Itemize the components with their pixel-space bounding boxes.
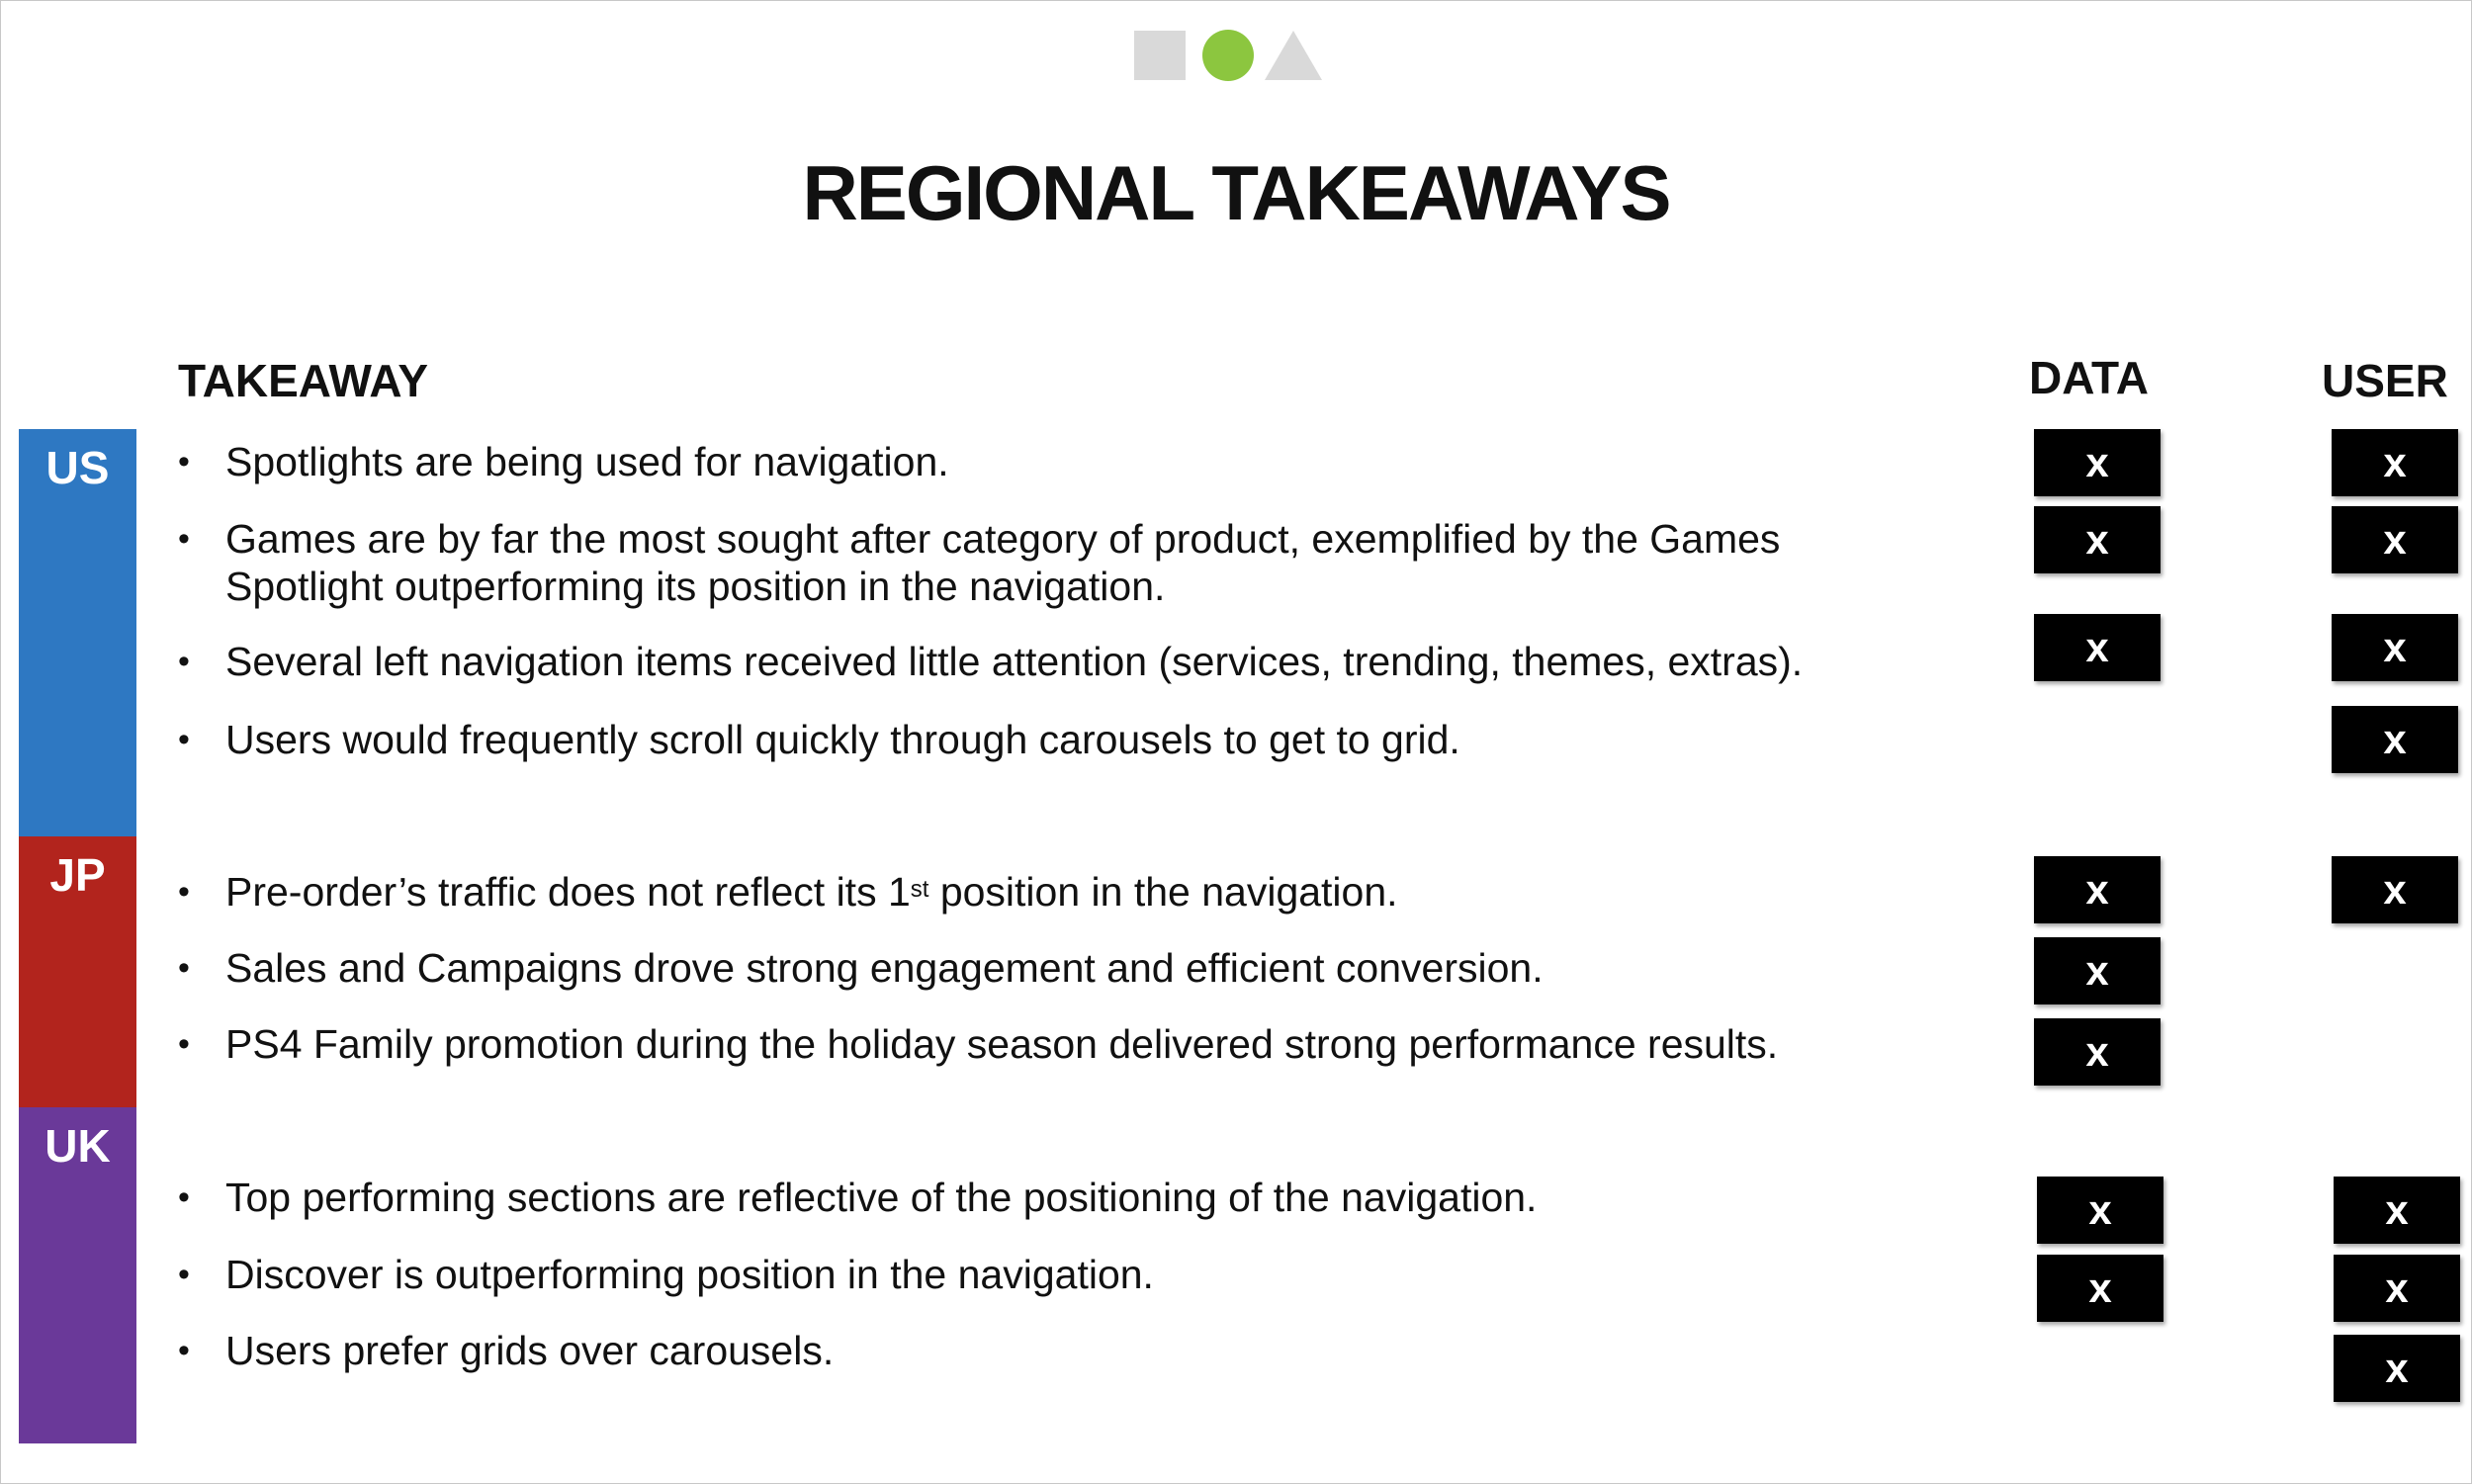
data-mark: x [2037, 1177, 2163, 1244]
takeaway-text: Users would frequently scroll quickly through carousels to get to grid. [225, 717, 1460, 762]
takeaway-text: PS4 Family promotion during the holiday season delivered strong performance results. [225, 1021, 1779, 1067]
region-label: JP [49, 849, 106, 901]
bullet: • [178, 520, 190, 558]
takeaway-text-continued: Spotlight outperforming its position in the navigation. [225, 564, 1166, 609]
bullet: • [178, 949, 190, 987]
bullet: • [178, 1025, 190, 1063]
takeaway-text: Top performing sections are reflective of the positioning of the navigation. [225, 1175, 1538, 1220]
data-column-header: DATA [2029, 352, 2149, 403]
takeaway-text: Several left navigation items received little attention (services, trending, themes, extras). [225, 639, 1804, 684]
data-mark: x [2034, 614, 2161, 681]
user-mark: x [2334, 1335, 2460, 1402]
bullet: • [178, 1332, 190, 1369]
bullet: • [178, 1178, 190, 1216]
data-mark: x [2034, 429, 2161, 496]
region-jp [19, 836, 136, 1107]
user-column-header: USER [2322, 355, 2448, 406]
square-icon [1134, 31, 1186, 80]
region-label: US [45, 442, 110, 493]
takeaway-text: Users prefer grids over carousels. [225, 1328, 835, 1373]
region-uk [19, 1107, 136, 1443]
region-us [19, 429, 136, 836]
user-mark: x [2332, 706, 2458, 773]
bullet: • [178, 1256, 190, 1293]
bullet: • [178, 443, 190, 480]
data-mark: x [2034, 1018, 2161, 1086]
region-label: UK [44, 1120, 111, 1172]
takeaway-text: Games are by far the most sought after category of product, exemplified by the Games [225, 516, 1781, 562]
user-mark: x [2332, 856, 2458, 923]
user-mark: x [2332, 614, 2458, 681]
bullet: • [178, 721, 190, 758]
data-mark: x [2037, 1255, 2163, 1322]
takeaway-text-part: Pre-order’s traffic does not reflect its 1 [225, 869, 911, 915]
data-mark: x [2034, 506, 2161, 573]
user-mark: x [2334, 1177, 2460, 1244]
slide-title: REGIONAL TAKEAWAYS [802, 149, 1670, 236]
takeaway-text-part: position in the navigation. [928, 869, 1398, 915]
takeaway-text: Discover is outperforming position in the navigation. [225, 1252, 1154, 1297]
takeaway-text: Spotlights are being used for navigation. [225, 439, 949, 484]
data-mark: x [2034, 937, 2161, 1004]
takeaway-column-header: TAKEAWAY [178, 355, 429, 406]
takeaway-text: Sales and Campaigns drove strong engagement and efficient conversion. [225, 945, 1544, 991]
ordinal-suffix: st [910, 876, 929, 903]
circle-icon [1202, 30, 1254, 81]
triangle-icon [1265, 31, 1322, 80]
user-mark: x [2332, 506, 2458, 573]
user-mark: x [2334, 1255, 2460, 1322]
logo [1134, 28, 1322, 83]
data-mark: x [2034, 856, 2161, 923]
bullet: • [178, 643, 190, 680]
bullet: • [178, 873, 190, 911]
takeaway-text [225, 868, 1398, 916]
user-mark: x [2332, 429, 2458, 496]
